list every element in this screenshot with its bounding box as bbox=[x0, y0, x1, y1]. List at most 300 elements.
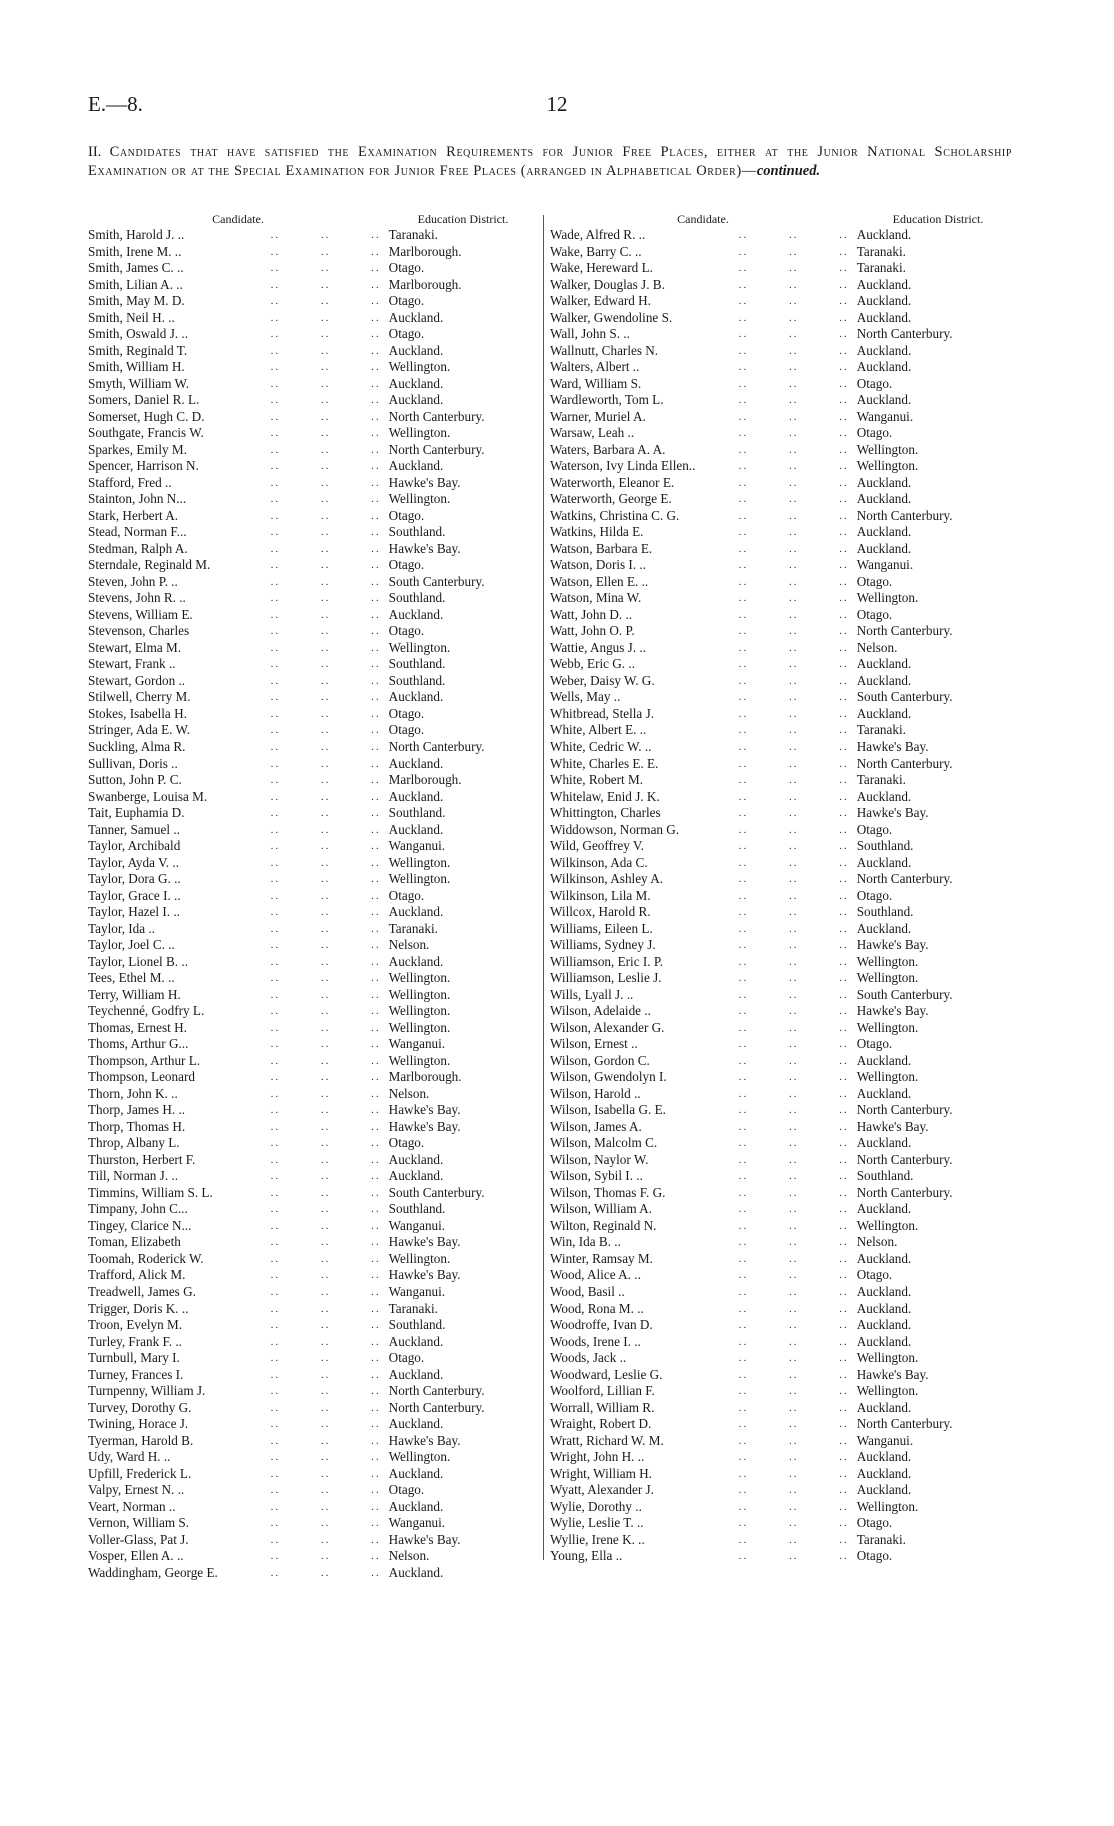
candidate-row bbox=[550, 1334, 1020, 1351]
education-district: Auckland. bbox=[856, 1250, 912, 1266]
candidate-cell bbox=[550, 640, 855, 657]
candidate-row bbox=[88, 458, 538, 475]
candidate-name: Whittington, Charles bbox=[550, 805, 664, 820]
candidate-row bbox=[550, 458, 1020, 475]
candidate-name: Tyerman, Harold B. bbox=[88, 1433, 196, 1448]
candidate-name: Whitelaw, Enid J. K. bbox=[550, 789, 663, 804]
candidate-row bbox=[550, 1152, 1020, 1169]
education-district: Auckland. bbox=[388, 1498, 444, 1514]
candidate-cell bbox=[88, 1416, 387, 1433]
education-district: Southland. bbox=[388, 524, 446, 540]
candidate-row bbox=[88, 954, 538, 971]
right-column-header bbox=[550, 211, 1020, 227]
candidate-cell bbox=[88, 260, 387, 277]
district-header: Education District. bbox=[892, 212, 984, 226]
education-district: Wellington. bbox=[388, 970, 451, 986]
candidate-row bbox=[88, 475, 538, 492]
candidate-row bbox=[88, 1234, 538, 1251]
candidate-name: Stewart, Gordon .. bbox=[88, 673, 188, 688]
candidate-row bbox=[88, 1267, 538, 1284]
candidate-name: White, Robert M. bbox=[550, 772, 646, 787]
candidate-name: Timpany, John C... bbox=[88, 1201, 191, 1216]
candidate-row bbox=[88, 1565, 538, 1582]
education-district: Auckland. bbox=[388, 1333, 444, 1349]
candidate-cell bbox=[550, 557, 855, 574]
education-district: Taranaki. bbox=[388, 1300, 438, 1316]
candidate-row bbox=[550, 475, 1020, 492]
candidate-row bbox=[88, 1317, 538, 1334]
candidate-cell bbox=[88, 508, 387, 525]
candidate-cell bbox=[550, 772, 855, 789]
education-district: Otago. bbox=[388, 1135, 425, 1151]
candidate-name: Widdowson, Norman G. bbox=[550, 822, 682, 837]
candidate-cell bbox=[88, 1482, 387, 1499]
education-district: Marlborough. bbox=[388, 772, 462, 788]
candidate-name: Trigger, Doris K. .. bbox=[88, 1301, 191, 1316]
candidate-cell bbox=[550, 392, 855, 409]
candidate-cell bbox=[88, 1499, 387, 1516]
candidate-name: Watson, Doris I. .. bbox=[550, 557, 649, 572]
candidate-name: Watson, Barbara E. bbox=[550, 541, 655, 556]
candidate-row bbox=[550, 1003, 1020, 1020]
candidate-cell bbox=[550, 1135, 855, 1152]
education-district: Wellington. bbox=[388, 359, 451, 375]
candidate-row bbox=[550, 1317, 1020, 1334]
candidate-cell bbox=[88, 310, 387, 327]
left-rows bbox=[88, 227, 538, 1581]
candidate-cell bbox=[88, 722, 387, 739]
candidate-row bbox=[88, 706, 538, 723]
candidate-row bbox=[550, 970, 1020, 987]
candidate-row bbox=[550, 1515, 1020, 1532]
candidate-name: Woodroffe, Ivan D. bbox=[550, 1317, 656, 1332]
candidate-row bbox=[88, 1201, 538, 1218]
candidate-cell bbox=[550, 491, 855, 508]
candidate-row bbox=[88, 1284, 538, 1301]
candidate-row bbox=[88, 1218, 538, 1235]
candidate-row bbox=[88, 1251, 538, 1268]
candidate-name: Woolford, Lillian F. bbox=[550, 1383, 658, 1398]
candidate-name: Wraight, Robert D. bbox=[550, 1416, 654, 1431]
candidate-row bbox=[88, 1185, 538, 1202]
education-district: Auckland. bbox=[856, 1085, 912, 1101]
candidate-row bbox=[88, 1069, 538, 1086]
education-district: Taranaki. bbox=[388, 227, 438, 242]
education-district: Auckland. bbox=[388, 953, 444, 969]
candidate-cell bbox=[550, 590, 855, 607]
candidate-row bbox=[88, 1400, 538, 1417]
candidate-cell bbox=[88, 1334, 387, 1351]
candidate-cell bbox=[550, 921, 855, 938]
candidate-name: Stevenson, Charles bbox=[88, 623, 192, 638]
candidate-cell bbox=[88, 673, 387, 690]
candidate-name: Turvey, Dorothy G. bbox=[88, 1400, 194, 1415]
candidate-row bbox=[88, 574, 538, 591]
candidate-row bbox=[88, 277, 538, 294]
candidate-name: Toomah, Roderick W. bbox=[88, 1251, 207, 1266]
candidate-row bbox=[550, 1284, 1020, 1301]
education-district: North Canterbury. bbox=[388, 738, 485, 754]
education-district: Auckland. bbox=[856, 1052, 912, 1068]
candidate-cell bbox=[550, 673, 855, 690]
candidate-cell bbox=[88, 409, 387, 426]
candidate-name: Walker, Edward H. bbox=[550, 293, 654, 308]
candidate-cell bbox=[88, 557, 387, 574]
candidate-row bbox=[550, 1532, 1020, 1549]
candidate-name: Twining, Horace J. bbox=[88, 1416, 191, 1431]
candidate-row bbox=[88, 855, 538, 872]
candidate-name: Warsaw, Leah .. bbox=[550, 425, 637, 440]
candidate-name: Timmins, William S. L. bbox=[88, 1185, 216, 1200]
education-district: Auckland. bbox=[856, 1135, 912, 1151]
candidate-name: Taylor, Joel C. .. bbox=[88, 937, 178, 952]
candidate-row bbox=[550, 1449, 1020, 1466]
candidate-name: Wilson, William A. bbox=[550, 1201, 655, 1216]
education-district: Wellington. bbox=[388, 1019, 451, 1035]
candidate-row bbox=[88, 541, 538, 558]
candidate-name: Wilson, Malcolm C. bbox=[550, 1135, 660, 1150]
candidate-name: Wood, Rona M. .. bbox=[550, 1301, 647, 1316]
candidate-name: Stevens, John R. .. bbox=[88, 590, 189, 605]
education-district: Auckland. bbox=[388, 1168, 444, 1184]
candidate-name: Terry, William H. bbox=[88, 987, 184, 1002]
candidate-name: Voller-Glass, Pat J. bbox=[88, 1532, 192, 1547]
education-district: North Canterbury. bbox=[856, 1416, 953, 1432]
candidate-cell bbox=[550, 855, 855, 872]
education-district: Auckland. bbox=[856, 656, 912, 672]
education-district: Wellington. bbox=[856, 1217, 919, 1233]
education-district: Wellington. bbox=[388, 854, 451, 870]
education-district: Marlborough. bbox=[388, 1069, 462, 1085]
education-district: Hawke's Bay. bbox=[856, 937, 929, 953]
candidate-row bbox=[88, 1548, 538, 1565]
education-district: Auckland. bbox=[856, 309, 912, 325]
candidate-name: Waterworth, Eleanor E. bbox=[550, 475, 677, 490]
candidate-cell bbox=[550, 937, 855, 954]
candidate-name: Waterworth, George E. bbox=[550, 491, 675, 506]
education-district: Otago. bbox=[856, 1036, 893, 1052]
candidate-row bbox=[550, 805, 1020, 822]
education-district: Auckland. bbox=[856, 788, 912, 804]
candidate-row bbox=[550, 904, 1020, 921]
candidate-cell bbox=[88, 1267, 387, 1284]
candidate-cell bbox=[550, 1201, 855, 1218]
candidate-cell bbox=[550, 244, 855, 261]
education-district: Auckland. bbox=[388, 1151, 444, 1167]
candidate-name: Watkins, Christina C. G. bbox=[550, 508, 682, 523]
candidate-name: Stewart, Elma M. bbox=[88, 640, 184, 655]
candidate-row bbox=[550, 1466, 1020, 1483]
candidate-row bbox=[88, 1350, 538, 1367]
education-district: Auckland. bbox=[856, 1449, 912, 1465]
candidate-name: Taylor, Ayda V. .. bbox=[88, 855, 182, 870]
candidate-name: Waterson, Ivy Linda Ellen.. bbox=[550, 458, 698, 473]
education-district: Wellington. bbox=[856, 1383, 919, 1399]
education-district: Otago. bbox=[388, 326, 425, 342]
candidate-row bbox=[88, 260, 538, 277]
candidate-cell bbox=[88, 822, 387, 839]
candidate-row bbox=[88, 607, 538, 624]
education-district: Otago. bbox=[856, 1548, 893, 1564]
candidate-row bbox=[550, 789, 1020, 806]
candidate-cell bbox=[88, 425, 387, 442]
candidate-row bbox=[88, 623, 538, 640]
education-district: Wanganui. bbox=[388, 1036, 446, 1052]
candidate-cell bbox=[550, 293, 855, 310]
education-district: Auckland. bbox=[388, 1465, 444, 1481]
candidate-row bbox=[550, 590, 1020, 607]
candidate-name: Stedman, Ralph A. bbox=[88, 541, 191, 556]
candidate-name: Waddingham, George E. bbox=[88, 1565, 221, 1580]
candidate-row bbox=[88, 689, 538, 706]
candidate-row bbox=[550, 1499, 1020, 1516]
education-district: Auckland. bbox=[856, 1482, 912, 1498]
candidate-row bbox=[88, 326, 538, 343]
candidate-name: Wilson, Harold .. bbox=[550, 1086, 644, 1101]
education-district: Wellington. bbox=[856, 590, 919, 606]
candidate-cell bbox=[88, 789, 387, 806]
candidate-row bbox=[88, 409, 538, 426]
candidate-cell bbox=[550, 1053, 855, 1070]
candidate-row bbox=[550, 409, 1020, 426]
education-district: North Canterbury. bbox=[856, 507, 953, 523]
candidate-row bbox=[88, 1003, 538, 1020]
candidate-name: Upfill, Frederick L. bbox=[88, 1466, 194, 1481]
education-district: Auckland. bbox=[856, 672, 912, 688]
candidate-name: Young, Ella .. bbox=[550, 1548, 625, 1563]
candidate-cell bbox=[550, 1317, 855, 1334]
candidate-cell bbox=[88, 458, 387, 475]
candidate-cell bbox=[550, 1449, 855, 1466]
education-district: Auckland. bbox=[856, 854, 912, 870]
candidate-name: Ward, William S. bbox=[550, 376, 644, 391]
candidate-cell bbox=[550, 227, 855, 244]
candidate-row bbox=[550, 921, 1020, 938]
candidate-row bbox=[550, 1350, 1020, 1367]
candidate-cell bbox=[550, 458, 855, 475]
education-district: North Canterbury. bbox=[856, 1151, 953, 1167]
candidate-cell bbox=[88, 623, 387, 640]
candidate-cell bbox=[550, 987, 855, 1004]
candidate-cell bbox=[550, 1185, 855, 1202]
education-district: Auckland. bbox=[388, 458, 444, 474]
candidate-cell bbox=[550, 310, 855, 327]
candidate-row bbox=[550, 541, 1020, 558]
education-district: Otago. bbox=[856, 1267, 893, 1283]
candidate-row bbox=[88, 227, 538, 244]
candidate-name: Smith, May M. D. bbox=[88, 293, 188, 308]
candidate-cell bbox=[88, 1466, 387, 1483]
candidate-cell bbox=[88, 475, 387, 492]
education-district: Wellington. bbox=[856, 441, 919, 457]
candidate-row bbox=[88, 343, 538, 360]
candidate-name: Wells, May .. bbox=[550, 689, 623, 704]
candidate-name: Wallnutt, Charles N. bbox=[550, 343, 661, 358]
candidate-name: Taylor, Dora G. .. bbox=[88, 871, 184, 886]
education-district: Otago. bbox=[388, 705, 425, 721]
education-district: Auckland. bbox=[856, 359, 912, 375]
left-column-header bbox=[88, 211, 538, 227]
candidate-name: Thorp, Thomas H. bbox=[88, 1119, 188, 1134]
candidate-cell bbox=[550, 1020, 855, 1037]
candidate-row bbox=[88, 244, 538, 261]
candidate-cell bbox=[88, 359, 387, 376]
candidate-cell bbox=[88, 392, 387, 409]
candidate-row bbox=[88, 871, 538, 888]
candidate-cell bbox=[550, 706, 855, 723]
candidate-name: Woods, Irene I. .. bbox=[550, 1334, 644, 1349]
candidate-row bbox=[550, 310, 1020, 327]
candidate-cell bbox=[550, 442, 855, 459]
candidate-name: Tanner, Samuel .. bbox=[88, 822, 183, 837]
candidate-cell bbox=[88, 1053, 387, 1070]
education-district: Auckland. bbox=[856, 920, 912, 936]
education-district: Auckland. bbox=[856, 705, 912, 721]
education-district: Wellington. bbox=[388, 1250, 451, 1266]
candidate-row bbox=[88, 640, 538, 657]
candidate-name: Smith, James C. .. bbox=[88, 260, 187, 275]
candidate-name: Taylor, Ida .. bbox=[88, 921, 158, 936]
education-district: Otago. bbox=[856, 1515, 893, 1531]
education-district: Wanganui. bbox=[388, 838, 446, 854]
candidate-name: Valpy, Ernest N. .. bbox=[88, 1482, 187, 1497]
candidate-cell bbox=[550, 1036, 855, 1053]
candidate-name: Wilson, Thomas F. G. bbox=[550, 1185, 668, 1200]
education-district: Auckland. bbox=[856, 227, 912, 242]
candidate-cell bbox=[550, 1086, 855, 1103]
candidate-cell bbox=[88, 970, 387, 987]
candidate-name: Watt, John D. .. bbox=[550, 607, 635, 622]
candidate-cell bbox=[88, 640, 387, 657]
education-district: Otago. bbox=[388, 293, 425, 309]
candidate-name: Suckling, Alma R. bbox=[88, 739, 188, 754]
candidate-name: White, Cedric W. .. bbox=[550, 739, 654, 754]
education-district: Auckland. bbox=[388, 342, 444, 358]
candidate-name: Thoms, Arthur G... bbox=[88, 1036, 191, 1051]
candidate-row bbox=[88, 673, 538, 690]
candidate-row bbox=[550, 607, 1020, 624]
education-district: Hawke's Bay. bbox=[388, 474, 461, 490]
candidate-name: Wilkinson, Ashley A. bbox=[550, 871, 666, 886]
candidate-row bbox=[550, 508, 1020, 525]
education-district: Wellington. bbox=[856, 458, 919, 474]
candidate-name: Turnbull, Mary I. bbox=[88, 1350, 183, 1365]
education-district: Taranaki. bbox=[856, 722, 906, 738]
education-district: Nelson. bbox=[388, 937, 430, 953]
education-district: Wanganui. bbox=[388, 1515, 446, 1531]
candidate-cell bbox=[550, 1168, 855, 1185]
candidate-cell bbox=[550, 1499, 855, 1516]
education-district: Auckland. bbox=[388, 1564, 444, 1580]
education-district: Auckland. bbox=[856, 540, 912, 556]
candidate-cell bbox=[550, 739, 855, 756]
education-district: Otago. bbox=[388, 1350, 425, 1366]
candidate-row bbox=[550, 1020, 1020, 1037]
candidate-cell bbox=[88, 838, 387, 855]
candidate-row bbox=[88, 442, 538, 459]
candidate-cell bbox=[550, 376, 855, 393]
education-district: Southland. bbox=[388, 1317, 446, 1333]
candidate-row bbox=[88, 1334, 538, 1351]
candidate-row bbox=[88, 1086, 538, 1103]
candidate-name: Willcox, Harold R. bbox=[550, 904, 654, 919]
education-district: Otago. bbox=[856, 887, 893, 903]
candidate-cell bbox=[88, 574, 387, 591]
candidate-name: Thompson, Leonard bbox=[88, 1069, 198, 1084]
candidate-cell bbox=[88, 1119, 387, 1136]
education-district: Wellington. bbox=[388, 1449, 451, 1465]
candidate-name: Stringer, Ada E. W. bbox=[88, 722, 193, 737]
candidate-cell bbox=[550, 1069, 855, 1086]
candidate-name: Trafford, Alick M. bbox=[88, 1267, 188, 1282]
candidate-cell bbox=[550, 722, 855, 739]
education-district: Taranaki. bbox=[856, 260, 906, 276]
candidate-cell bbox=[550, 1102, 855, 1119]
candidate-name: Taylor, Archibald bbox=[88, 838, 183, 853]
candidate-cell bbox=[88, 805, 387, 822]
education-district: Southland. bbox=[388, 805, 446, 821]
candidate-name: Smith, Lilian A. .. bbox=[88, 277, 186, 292]
education-district: Auckland. bbox=[856, 1201, 912, 1217]
candidate-row bbox=[550, 1053, 1020, 1070]
candidate-name: Wood, Alice A. .. bbox=[550, 1267, 644, 1282]
candidate-cell bbox=[88, 1168, 387, 1185]
candidate-cell bbox=[88, 689, 387, 706]
education-district: South Canterbury. bbox=[388, 573, 485, 589]
candidate-name: Wilson, Ernest .. bbox=[550, 1036, 641, 1051]
education-district: Wellington. bbox=[856, 1350, 919, 1366]
right-rows bbox=[550, 227, 1020, 1565]
candidate-name: Waters, Barbara A. A. bbox=[550, 442, 668, 457]
candidate-cell bbox=[88, 756, 387, 773]
candidate-name: Wyatt, Alexander J. bbox=[550, 1482, 657, 1497]
education-district: Hawke's Bay. bbox=[388, 1267, 461, 1283]
candidate-name: Wade, Alfred R. .. bbox=[550, 227, 648, 242]
candidate-row bbox=[550, 772, 1020, 789]
candidate-name: Thorp, James H. .. bbox=[88, 1102, 188, 1117]
candidate-name: Williams, Eileen L. bbox=[550, 921, 656, 936]
education-district: Nelson. bbox=[388, 1548, 430, 1564]
candidate-row bbox=[88, 987, 538, 1004]
candidate-row bbox=[88, 1515, 538, 1532]
candidate-row bbox=[88, 310, 538, 327]
candidate-row bbox=[88, 359, 538, 376]
candidate-row bbox=[550, 1185, 1020, 1202]
education-district: North Canterbury. bbox=[388, 408, 485, 424]
candidate-cell bbox=[88, 904, 387, 921]
candidate-cell bbox=[550, 954, 855, 971]
candidate-cell bbox=[550, 1234, 855, 1251]
candidate-row bbox=[88, 293, 538, 310]
candidate-row bbox=[550, 888, 1020, 905]
candidate-row bbox=[550, 1367, 1020, 1384]
candidate-row bbox=[88, 1532, 538, 1549]
education-district: Auckland. bbox=[388, 392, 444, 408]
education-district: Otago. bbox=[856, 425, 893, 441]
education-district: North Canterbury. bbox=[388, 441, 485, 457]
candidate-name: Wake, Hereward L. bbox=[550, 260, 656, 275]
candidate-cell bbox=[88, 277, 387, 294]
heading-suffix: continued. bbox=[756, 163, 821, 179]
candidate-cell bbox=[88, 1218, 387, 1235]
education-district: South Canterbury. bbox=[856, 689, 953, 705]
education-district: Auckland. bbox=[856, 1284, 912, 1299]
candidate-name: Stewart, Frank .. bbox=[88, 656, 179, 671]
candidate-cell bbox=[88, 491, 387, 508]
candidate-row bbox=[550, 524, 1020, 541]
education-district: Otago. bbox=[856, 375, 893, 391]
candidate-cell bbox=[550, 1515, 855, 1532]
